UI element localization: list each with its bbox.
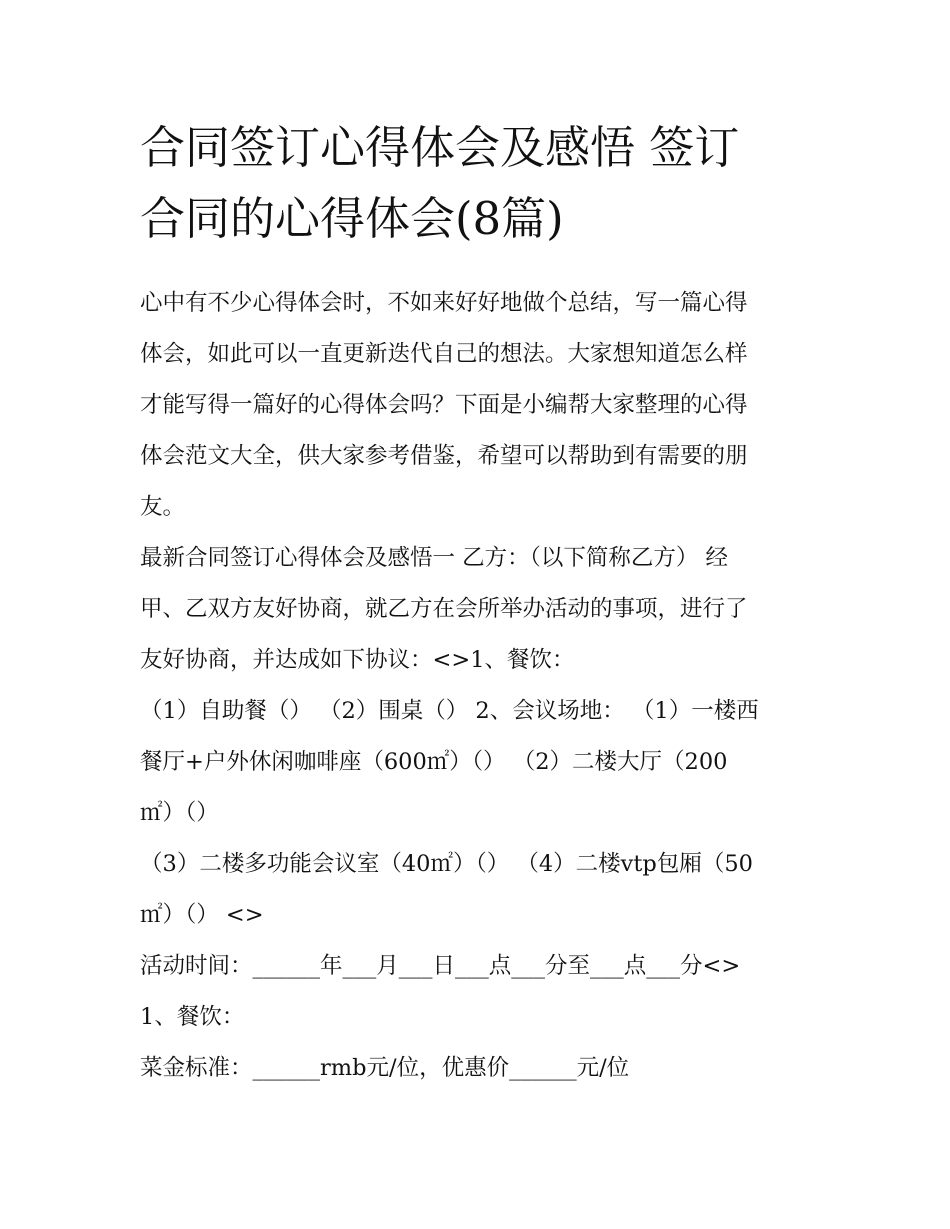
body-line: 餐厅+户外休闲咖啡座（600㎡）（） （2）二楼大厅（200 (140, 749, 728, 775)
body-line: ㎡）（） <> (140, 902, 264, 928)
body-line: 菜金标准：______rmb元/位，优惠价______元/位 (140, 1055, 630, 1081)
body-line: （3）二楼多功能会议室（40㎡）（） （4）二楼vtp包厢（50 (140, 851, 753, 877)
body-line: 1、餐饮： (140, 1004, 245, 1030)
body-line: 友。 (140, 494, 186, 520)
body-line: （1）自助餐（） （2）围桌（） 2、会议场地： （1）一楼西 (140, 698, 759, 724)
body-line: 才能写得一篇好的心得体会吗？下面是小编帮大家整理的心得 (140, 392, 748, 418)
document-title (140, 112, 830, 254)
body-line: 体会，如此可以一直更新迭代自己的想法。大家想知道怎么样 (140, 341, 748, 367)
body-line: 甲、乙双方友好协商，就乙方在会所举办活动的事项，进行了 (140, 596, 748, 622)
body-line: 活动时间：______年___月___日___点___分至___点___分<> (140, 953, 741, 979)
title-line-2: 合同的心得体会(8篇) (140, 192, 564, 245)
document-body (140, 278, 822, 1094)
body-line: ㎡）（） (140, 800, 219, 826)
body-line: 友好协商，并达成如下协议：<>1、餐饮： (140, 647, 575, 673)
body-line: 体会范文大全，供大家参考借鉴，希望可以帮助到有需要的朋 (140, 443, 748, 469)
title-line-1: 合同签订心得体会及感悟 签订 (140, 121, 740, 174)
body-line: 心中有不少心得体会时，不如来好好地做个总结，写一篇心得 (140, 290, 748, 316)
body-line: 最新合同签订心得体会及感悟一 乙方：（以下简称乙方） 经 (140, 545, 729, 571)
